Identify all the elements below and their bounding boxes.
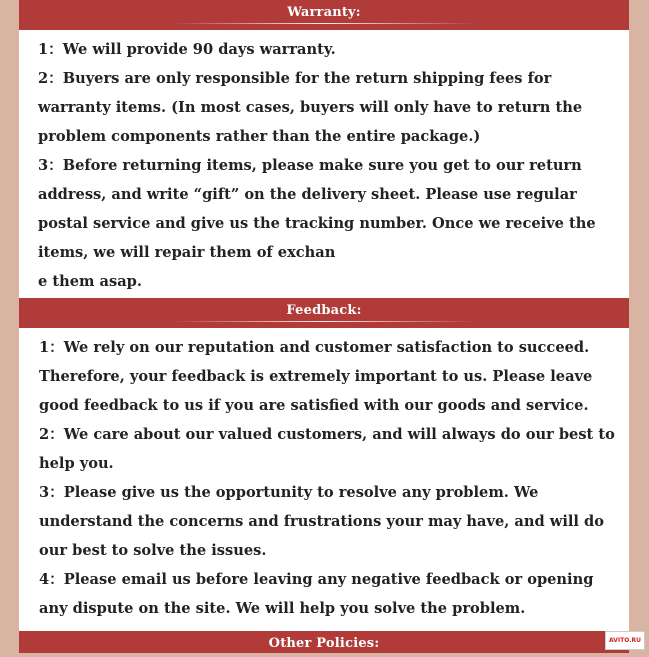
feedback-item: 1：We rely on our reputation and customer satisfaction to succeed. Therefore, your feedback is extremely important to us. Please leave good feedback to us if you are satisfied with our goods and service. — [39, 339, 593, 414]
feedback-body — [19, 328, 629, 623]
other-policies-banner — [19, 631, 629, 653]
feedback-item: 2：We care about our valued customers, and will always do our best to help you. — [39, 426, 615, 472]
feedback-item: 3：Please give us the opportunity to resolve any problem. We understand the concerns and frustrations your may have, and will do our best to solve the issues. — [39, 484, 604, 559]
watermark-logo: AVITO.RU — [605, 631, 645, 650]
warranty-section — [19, 0, 629, 298]
other-policies-title: Other Policies: — [268, 636, 380, 651]
warranty-item: 2：Buyers are only responsible for the return shipping fees for warranty items. (In most cases, buyers will only have to return the problem components rather than the entire package.) — [38, 70, 583, 145]
feedback-title: Feedback: — [286, 303, 362, 318]
feedback-item: 4：Please email us before leaving any negative feedback or opening any dispute on the site. We will help you solve the problem. — [39, 571, 594, 617]
feedback-section — [19, 298, 629, 631]
warranty-banner-divider — [169, 23, 479, 24]
warranty-item: 1：We will provide 90 days warranty. — [38, 41, 336, 58]
feedback-banner — [19, 298, 629, 328]
other-policies-section — [19, 631, 629, 653]
feedback-banner-divider — [169, 321, 479, 322]
warranty-item: e them asap. — [38, 273, 142, 290]
warranty-body — [19, 30, 629, 296]
warranty-banner — [19, 0, 629, 30]
warranty-item: 3：Before returning items, please make sure you get to our return address, and write “gift” on the delivery sheet. Please use regular postal service and give us the tracking number. Once we receive the items, we will repair them of exchan — [38, 157, 596, 261]
warranty-title: Warranty: — [287, 5, 361, 20]
